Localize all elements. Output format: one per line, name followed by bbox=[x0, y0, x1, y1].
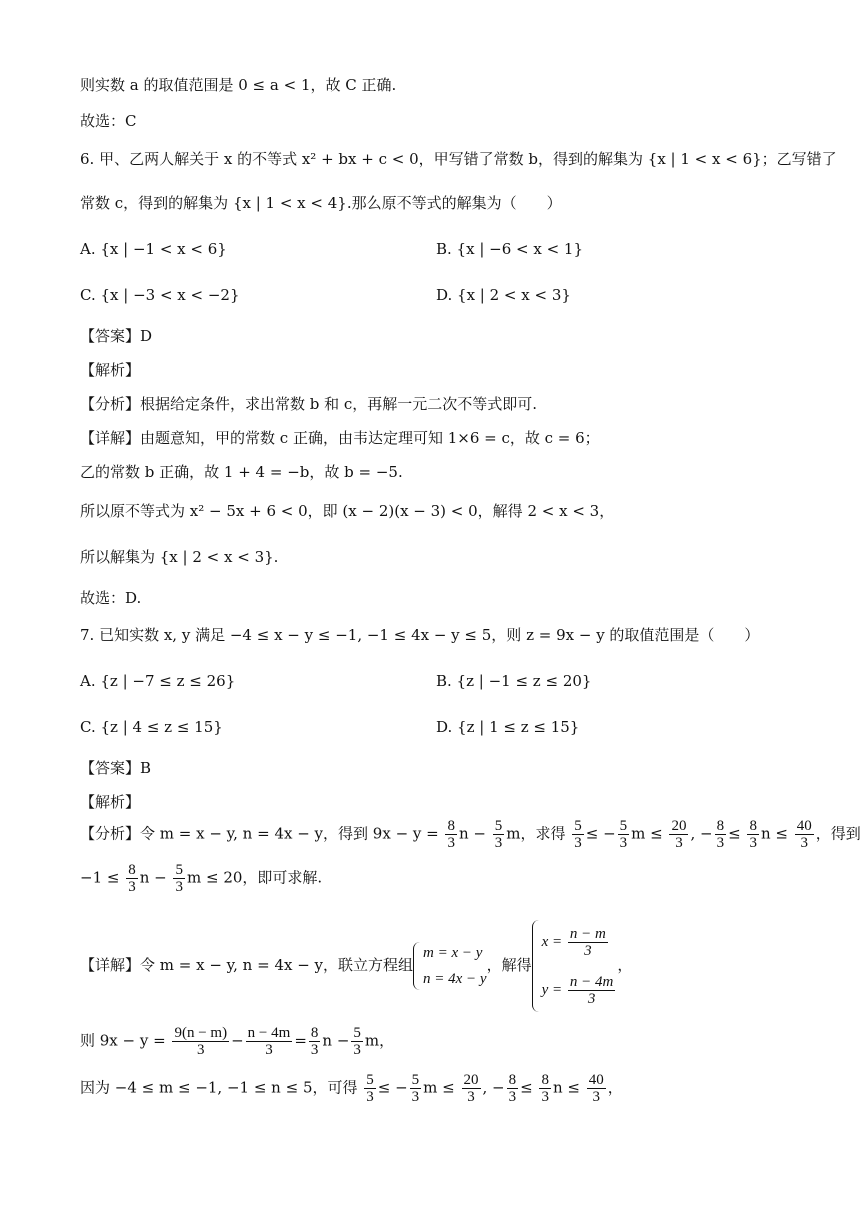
detailed-solution: 【详解】令 m = x − y, n = 4x − y，联立方程组 m = x − y n = 4x − y ，解得 x = $\frac{n - m}{3}$ y = $\frac{n - 4m}{3}$ ， bbox=[80, 918, 632, 1014]
solution-line: 所以解集为 {x | 2 < x < 3}. bbox=[80, 548, 279, 566]
analysis-heading: 【解析】 bbox=[80, 361, 141, 379]
solution-line: 所以原不等式为 x² − 5x + 6 < 0，即 (x − 2)(x − 3) < 0，解得 2 < x < 3， bbox=[80, 502, 615, 520]
fraction: $\frac{5}{3}$ bbox=[574, 818, 582, 851]
option-b: B. {z | −1 ≤ z ≤ 20} bbox=[436, 672, 592, 690]
fraction: $\frac{5}{3}$ bbox=[619, 818, 628, 851]
fraction: $\frac{5}{3}$ bbox=[175, 862, 183, 895]
question-6-stem-cont: 常数 c，得到的解集为 {x | 1 < x < 4}.那么原不等式的解集为（ ） bbox=[80, 194, 562, 212]
question-7-stem: 7. 已知实数 x, y 满足 −4 ≤ x − y ≤ −1, −1 ≤ 4x − y ≤ 5，则 z = 9x − y 的取值范围是（ ） bbox=[80, 626, 760, 644]
fraction: $\frac{40}{3}$ bbox=[796, 818, 812, 851]
question-6-stem: 6. 甲、乙两人解关于 x 的不等式 x² + bx + c < 0，甲写错了常数 b，得到的解集为 {x | 1 < x < 6}；乙写错了 bbox=[80, 150, 837, 168]
option-a: A. {z | −7 ≤ z ≤ 26} bbox=[80, 672, 236, 690]
option-c: C. {z | 4 ≤ z ≤ 15} bbox=[80, 718, 223, 736]
option-a: A. {x | −1 < x < 6} bbox=[80, 240, 227, 258]
text-line: 则实数 a 的取值范围是 0 ≤ a < 1，故 C 正确. bbox=[80, 76, 397, 94]
analysis-heading: 【解析】 bbox=[80, 793, 141, 811]
solution-system: x = $\frac{n - m}{3}$ y = $\frac{n - 4m}{3}$ bbox=[532, 918, 618, 1014]
option-d: D. {x | 2 < x < 3} bbox=[436, 286, 571, 304]
choice-result: 故选：C bbox=[80, 112, 137, 130]
option-d: D. {z | 1 ≤ z ≤ 15} bbox=[436, 718, 580, 736]
fraction: $\frac{5}{3}$ bbox=[353, 1025, 361, 1058]
fraction: $\frac{8}{3}$ bbox=[310, 1025, 319, 1058]
fraction: $\frac{20}{3}$ bbox=[671, 818, 687, 851]
analysis-summary: 【分析】令 m = x − y, n = 4x − y，得到 9x − y = $\frac{8}{3}$ n − $\frac{5}{3}$ m，求得 $\frac{5}{3}$ ≤ − $\frac{5}{3}$ m ≤ $\frac{20}{3}$ , − $\frac{8}{3}$ ≤ $\frac{8}{3}$ n ≤ $\frac{40}{3}$ ，得到 bbox=[80, 818, 861, 851]
answer-label: 【答案】B bbox=[80, 759, 152, 777]
fraction: $\frac{5}{3}$ bbox=[411, 1072, 420, 1105]
option-c: C. {x | −3 < x < −2} bbox=[80, 286, 240, 304]
detailed-solution: 【详解】由题意知，甲的常数 c 正确，由韦达定理可知 1×6 = c，故 c = 6； bbox=[80, 429, 600, 447]
fraction: $\frac{20}{3}$ bbox=[463, 1072, 479, 1105]
analysis-summary-cont: −1 ≤ $\frac{8}{3}$ n − $\frac{5}{3}$ m ≤ 20，即可求解. bbox=[80, 862, 323, 895]
fraction: $\frac{8}{3}$ bbox=[508, 1072, 517, 1105]
analysis-summary: 【分析】根据给定条件，求出常数 b 和 c，再解一元二次不等式即可. bbox=[80, 395, 538, 413]
fraction: $\frac{8}{3}$ bbox=[447, 818, 455, 851]
fraction: $\frac{8}{3}$ bbox=[541, 1072, 549, 1105]
option-b: B. {x | −6 < x < 1} bbox=[436, 240, 584, 258]
fraction: $\frac{8}{3}$ bbox=[749, 818, 757, 851]
fraction: $\frac{9(n - m)}{3}$ bbox=[174, 1025, 228, 1058]
fraction: $\frac{8}{3}$ bbox=[716, 818, 725, 851]
equation-system: m = x − y n = 4x − y bbox=[413, 940, 487, 992]
choice-result: 故选：D. bbox=[80, 589, 142, 607]
solution-line: 则 9x − y = $\frac{9(n - m)}{3}$ − $\frac{n - 4m}{3}$ = $\frac{8}{3}$ n − $\frac{5}{3}$ m， bbox=[80, 1025, 395, 1058]
fraction: $\frac{40}{3}$ bbox=[588, 1072, 604, 1105]
fraction: $\frac{5}{3}$ bbox=[366, 1072, 374, 1105]
solution-line: 乙的常数 b 正确，故 1 + 4 = −b，故 b = −5. bbox=[80, 463, 403, 481]
answer-label: 【答案】D bbox=[80, 327, 153, 345]
fraction: $\frac{8}{3}$ bbox=[128, 862, 136, 895]
fraction: $\frac{5}{3}$ bbox=[494, 818, 503, 851]
solution-line: 因为 −4 ≤ m ≤ −1, −1 ≤ n ≤ 5，可得 $\frac{5}{3}$ ≤ − $\frac{5}{3}$ m ≤ $\frac{20}{3}$ , − $\frac{8}{3}$ ≤ $\frac{8}{3}$ n ≤ $\frac{40}{3}$ ， bbox=[80, 1072, 623, 1105]
fraction: $\frac{n - 4m}{3}$ bbox=[247, 1025, 291, 1058]
